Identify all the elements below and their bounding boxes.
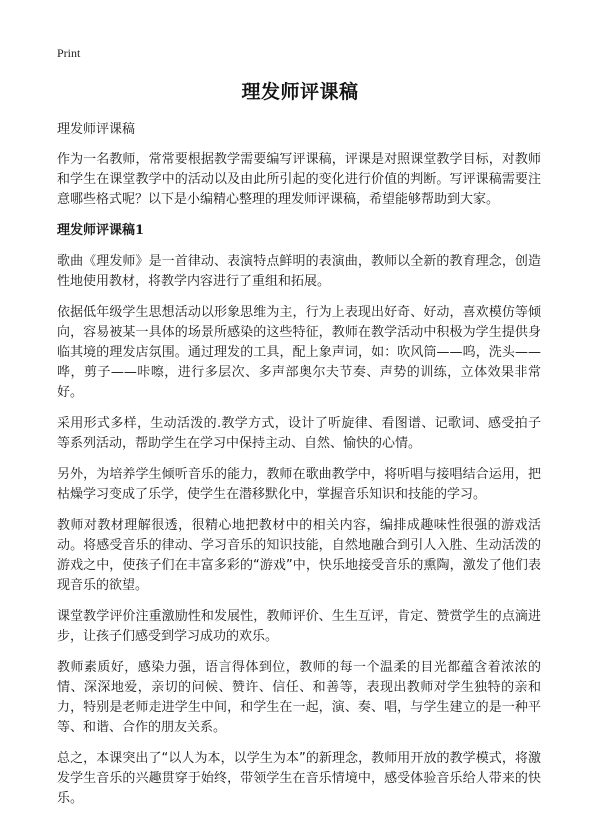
body-paragraph-2: 依据低年级学生思想活动以形象思维为主，行为上表现出好奇、好动，喜欢模仿等倾向，容易被某一具体的场景所感染的这些特征，教师在教学活动中积极为学生提供身临其境的理发店氛围。通过理发的工具，配上象声词，如：吹风筒——呜，洗头——哗，剪子——咔嚓，进行多层次、多声部奥尔夫节奏、声势的训练，立体效果非常好。 <box>57 305 541 400</box>
body-paragraph-7: 教师素质好，感染力强，语言得体到位，教师的每一个温柔的目光都蕴含着浓浓的情、深深地爱，亲切的问候、赞许、信任、和善等，表现出教师对学生独特的亲和力，特别是老师走进学生中间，和学生在一起，演、奏、唱，与学生建立的是一种平等、和谐、合作的朋友关系。 <box>57 660 541 735</box>
body-paragraph-5: 教师对教材理解很透，很精心地把教材中的相关内容，编排成趣味性很强的游戏活动。将感受音乐的律动、学习音乐的知识技能，自然地融合到引人入胜、生动活泼的游戏之中，使孩子们在丰富多彩的“游戏”中，快乐地接受音乐的熏陶，激发了他们表现音乐的欲望。 <box>57 518 541 593</box>
body-paragraph-1: 歌曲《理发师》是一首律动、表演特点鲜明的表演曲，教师以全新的教育理念，创造性地使用教材，将教学内容进行了重组和拓展。 <box>57 254 541 289</box>
page-title: 理发师评课稿 <box>241 81 359 103</box>
body-paragraph-6: 课堂教学评价注重激励性和发展性，教师评价、生生互评，肯定、赞赏学生的点滴进步，让孩子们感受到学习成功的欢乐。 <box>57 609 541 644</box>
body-paragraph-3: 采用形式多样，生动活泼的.教学方式，设计了听旋律、看图谱、记歌词、感受拍子等系列活动，帮助学生在学习中保持主动、自然、愉快的心情。 <box>57 416 541 451</box>
section-heading: 理发师评课稿1 <box>57 223 145 238</box>
print-link[interactable]: Print <box>57 46 81 60</box>
body-paragraph-4: 另外，为培养学生倾听音乐的能力，教师在歌曲教学中，将听唱与接唱结合运用，把枯燥学习变成了乐学，使学生在潜移默化中，掌握音乐知识和技能的学习。 <box>57 467 541 502</box>
intro-label: 理发师评课稿 <box>57 122 136 137</box>
intro-paragraph: 作为一名教师，常常要根据教学需要编写评课稿，评课是对照课堂教学目标，对教师和学生在课堂教学中的活动以及由此所引起的变化进行价值的判断。写评课稿需要注意哪些格式呢？以下是小编精心整理的理发师评课稿，希望能够帮助到大家。 <box>57 152 541 207</box>
body-paragraph-8: 总之，本课突出了“以人为本，以学生为本”的新理念，教师用开放的教学模式，将激发学生音乐的兴趣贯穿于始终，带领学生在音乐情境中，感受体验音乐给人带来的快乐。 <box>57 751 541 806</box>
article-body <box>57 120 541 820</box>
